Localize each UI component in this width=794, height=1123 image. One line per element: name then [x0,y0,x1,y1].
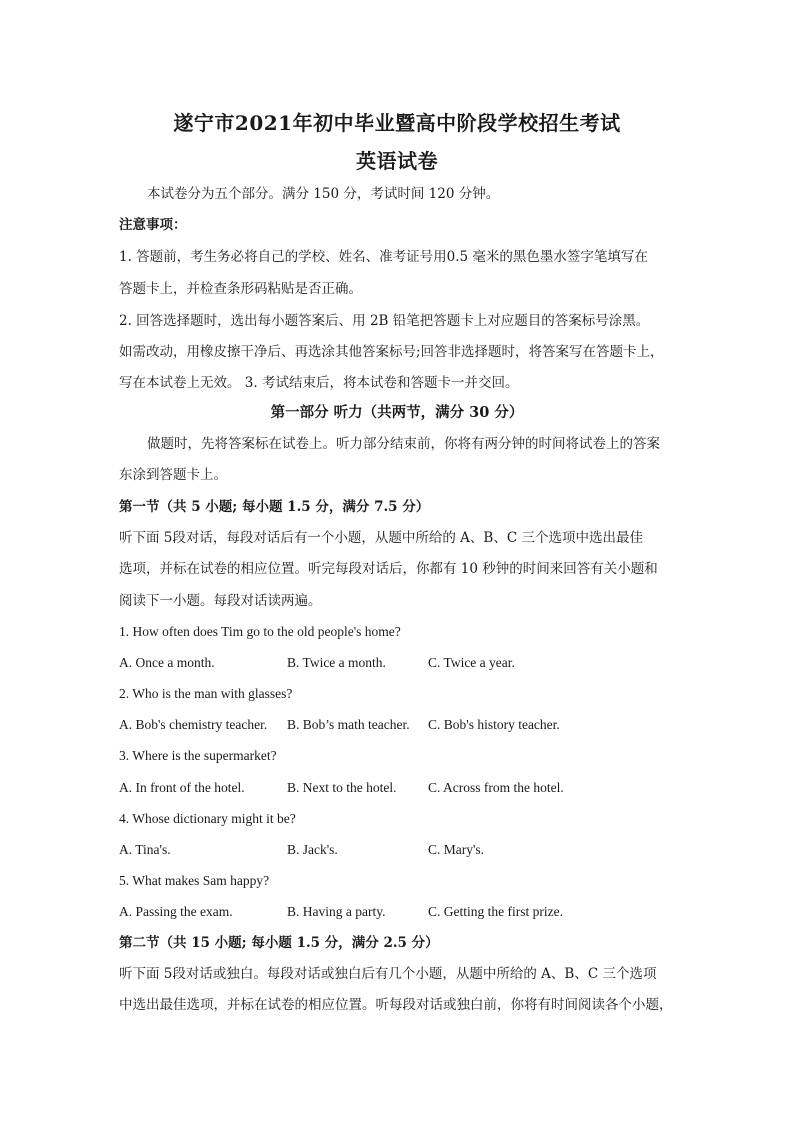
question-text: 3. Where is the supermarket? [119,748,277,763]
notice-line: 写在本试卷上无效。 3. 考试结束后，将本试卷和答题卡一并交回。 [119,375,519,391]
notice-line: 答题卡上，并检查条形码粘贴是否正确。 [119,281,362,297]
option-c: C. Bob's history teacher. [428,717,560,732]
section2-instruction: 听下面 5段对话或独白。每段对话或独白后有几个小题，从题中所给的 A、B、C 三个选项 [119,966,657,982]
exam-title: 遂宁市2021年初中毕业暨高中阶段学校招生考试 [173,111,621,135]
option-a: A. In front of the hotel. [119,780,245,795]
option-b: B. Having a party. [287,904,386,919]
option-c: C. Twice a year. [428,655,515,670]
intro-text: 本试卷分为五个部分。满分 150 分，考试时间 120 分钟。 [147,186,500,202]
section1-instruction: 阅读下一小题。每段对话读两遍。 [119,593,322,609]
option-b: B. Twice a month. [287,655,386,670]
question-text: 1. How often does Tim go to the old people's home? [119,624,401,639]
option-a: A. Bob's chemistry teacher. [119,717,268,732]
option-a: A. Once a month. [119,655,215,670]
notice-line: 如需改动，用橡皮擦干净后、再选涂其他答案标号;回答非选择题时，将答案写在答题卡上， [119,344,664,360]
question-text: 4. Whose dictionary might it be? [119,811,296,826]
section2-instruction: 中选出最佳选项，并标在试卷的相应位置。听每段对话或独白前，你将有时间阅读各个小题， [119,997,673,1013]
notice-heading: 注意事项： [119,217,187,233]
option-b: B. Next to the hotel. [287,780,397,795]
section1-instruction: 听下面 5段对话，每段对话后有一个小题，从题中所给的 A、B、C 三个选项中选出最佳 [119,530,643,546]
part1-heading: 第一部分 听力（共两节，满分 30 分） [270,404,524,421]
option-b: B. Bob’s math teacher. [287,717,410,732]
notice-line: 2. 回答选择题时，选出每小题答案后、用 2B 铅笔把答题卡上对应题目的答案标号涂黑。 [119,313,650,329]
option-b: B. Jack's. [287,842,338,857]
option-c: C. Mary's. [428,842,485,857]
part1-instruction: 做题时，先将答案标在试卷上。听力部分结束前，你将有两分钟的时间将试卷上的答案 [147,436,660,452]
section2-heading: 第二节（共 15 小题; 每小题 1.5 分，满分 2.5 分） [119,935,439,951]
part1-instruction: 东涂到答题卡上。 [119,467,227,483]
question-text: 2. Who is the man with glasses? [119,686,293,701]
section1-heading: 第一节（共 5 小题; 每小题 1.5 分，满分 7.5 分） [119,499,430,515]
option-a: A. Passing the exam. [119,904,233,919]
option-c: C. Getting the first prize. [428,904,563,919]
option-c: C. Across from the hotel. [428,780,564,795]
exam-subtitle: 英语试卷 [356,149,438,173]
section1-instruction: 选项，并标在试卷的相应位置。听完每段对话后，你都有 10 秒钟的时间来回答有关小题和 [119,561,658,577]
option-a: A. Tina's. [119,842,171,857]
question-text: 5. What makes Sam happy? [119,873,270,888]
notice-line: 1. 答题前，考生务必将自己的学校、姓名、准考证号用0.5 毫米的黑色墨水签字笔填写在 [119,249,648,265]
